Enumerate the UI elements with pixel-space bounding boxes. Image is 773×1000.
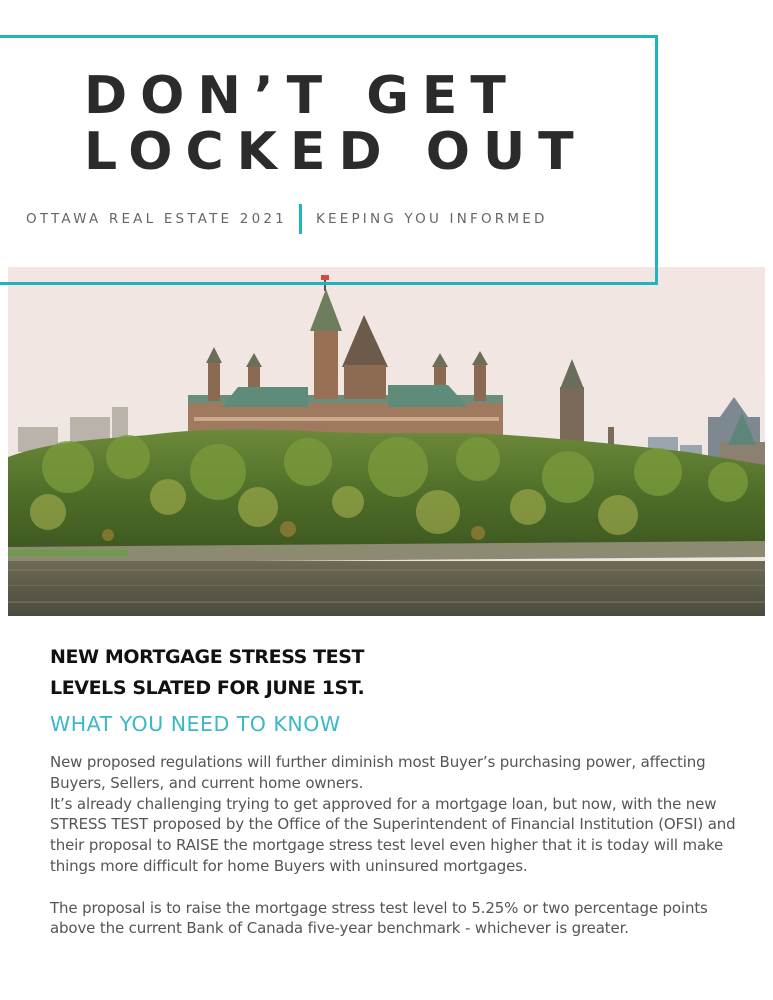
tagline-divider <box>299 204 302 234</box>
tagline-motto: KEEPING YOU INFORMED <box>315 211 548 227</box>
page-title <box>84 68 587 180</box>
article-body <box>50 752 750 939</box>
title-line-2: LOCKED OUT <box>84 122 587 182</box>
headline-line-1: NEW MORTGAGE STRESS TEST <box>50 646 365 668</box>
article-headline <box>50 642 364 704</box>
paragraph-1: New proposed regulations will further diminish most Buyer’s purchasing power, affecting Buyers, Sellers, and current home owners. <box>50 753 706 792</box>
hero-photo-parliament-hill <box>8 267 765 616</box>
tagline <box>26 206 548 232</box>
parliament-hill-illustration <box>8 267 765 616</box>
paragraph-2: It’s already challenging trying to get approved for a mortgage loan, but now, with the new STRESS TEST proposed by the Office of the Superintendent of Financial Institution (OFSI) and their proposal to RAISE the mortgage stress test level even higher that it is today will make things more difficult for home Buyers with uninsured mortgages. <box>50 794 736 875</box>
tagline-location: OTTAWA REAL ESTATE 2021 <box>26 211 287 227</box>
headline-line-2: LEVELS SLATED FOR JUNE 1ST. <box>50 677 365 699</box>
article-subhead: WHAT YOU NEED TO KNOW <box>50 712 341 736</box>
title-line-1: DON’T GET <box>84 66 519 126</box>
paragraph-3: The proposal is to raise the mortgage stress test level to 5.25% or two percentage points above the current Bank of Canada five-year benchmark - whichever is greater. <box>50 898 708 938</box>
